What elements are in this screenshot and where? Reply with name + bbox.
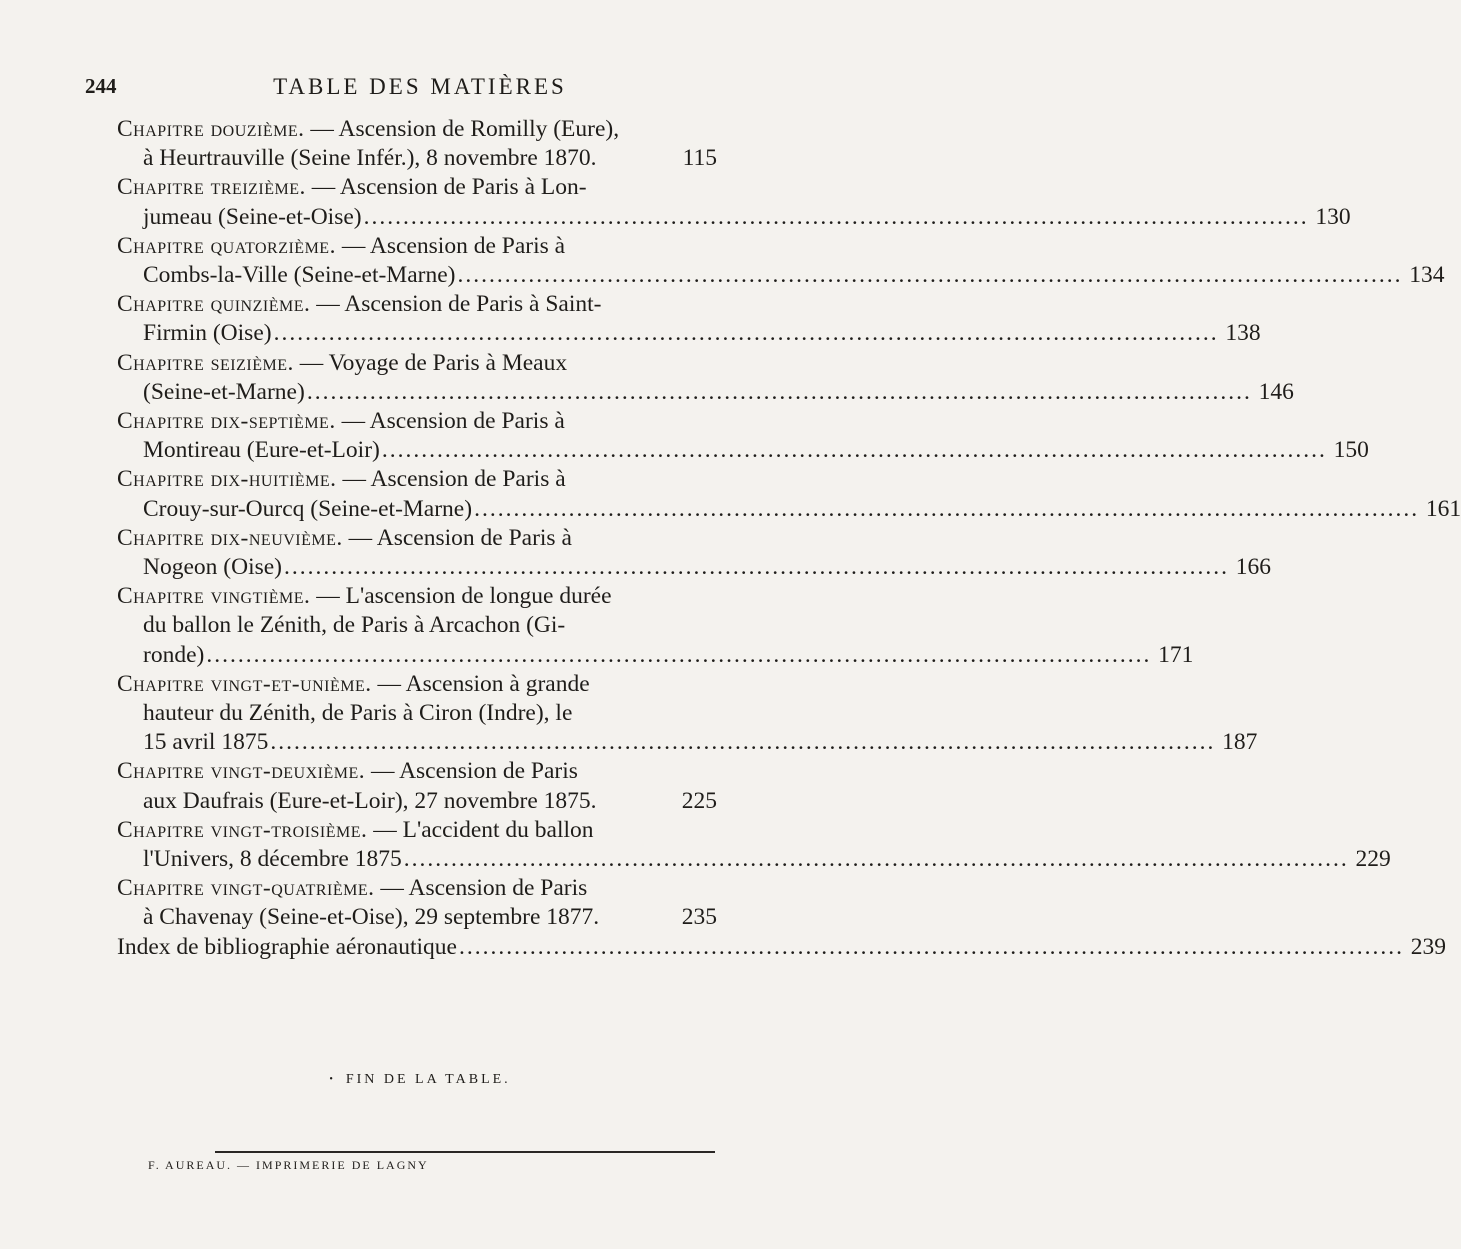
toc-line xyxy=(117,611,717,640)
toc-text: ronde) xyxy=(143,641,205,668)
toc-page-number: 134 xyxy=(1409,262,1445,289)
toc-page-number: 166 xyxy=(1235,554,1272,581)
toc-last-line xyxy=(117,728,1258,757)
table-of-contents xyxy=(117,115,1461,962)
leader-dots: ........................................................................................................................ xyxy=(381,437,1327,464)
toc-line xyxy=(117,524,717,553)
toc-text: Crouy-sur-Ourcq (Seine-et-Marne) xyxy=(143,495,473,522)
toc-line xyxy=(117,699,717,728)
toc-text: — Ascension de Paris à Lon- xyxy=(311,174,587,201)
running-title: TABLE DES MATIÈRES xyxy=(273,74,567,99)
toc-text: — Ascension de Romilly (Eure), xyxy=(310,116,620,142)
toc-text: — Ascension de Paris xyxy=(370,758,578,785)
leader-dots: ........................................................................................................................ xyxy=(474,495,1420,522)
toc-entry xyxy=(117,757,717,815)
leader-dots: ........................................................................................................................ xyxy=(206,641,1152,668)
toc-entry xyxy=(117,816,1391,874)
chapter-label: Chapitre dix-septième. xyxy=(117,408,336,435)
toc-last-line xyxy=(117,203,1351,232)
chapter-label: Chapitre dix-neuvième. xyxy=(117,524,343,551)
toc-entry xyxy=(117,465,1461,523)
toc-page-number: 138 xyxy=(1225,320,1261,347)
chapter-label: Chapitre dix-huitième. xyxy=(117,466,337,493)
toc-page-number: 146 xyxy=(1258,378,1294,405)
toc-text: — Ascension de Paris xyxy=(380,875,588,902)
toc-entry xyxy=(117,670,1258,758)
toc-entry xyxy=(117,115,717,173)
toc-text: — Ascension de Paris à xyxy=(341,232,566,259)
leader-dots: ........................................................................................................................ xyxy=(458,933,1404,960)
toc-line xyxy=(117,582,717,611)
toc-last-line xyxy=(117,319,1261,348)
toc-line xyxy=(117,816,717,845)
chapter-label: Chapitre vingt-et-unième. xyxy=(117,670,372,697)
toc-last-line xyxy=(117,436,1369,465)
toc-text: — Voyage de Paris à Meaux xyxy=(299,349,568,376)
leader-dots: ........................................................................................................................ xyxy=(273,320,1219,347)
toc-page-number: 187 xyxy=(1222,729,1258,756)
chapter-label: Chapitre vingtième. xyxy=(117,583,311,610)
chapter-label: Chapitre vingt-deuxième. xyxy=(117,758,366,785)
toc-index-entry xyxy=(117,933,1446,962)
leader-dots: ........................................................................................................................ xyxy=(363,203,1309,230)
chapter-label: Chapitre seizième. xyxy=(117,349,294,376)
toc-text: hauteur du Zénith, de Paris à Ciron (Indre), le xyxy=(143,700,573,727)
leader-dots: ........................................................................................................................ xyxy=(306,378,1252,405)
toc-entry xyxy=(117,173,1351,231)
leader-dots: ........................................................................................................................ xyxy=(457,262,1403,289)
toc-last-line xyxy=(117,261,1445,290)
toc-entry xyxy=(117,407,1369,465)
toc-page-number: 161 xyxy=(1425,495,1461,522)
toc-line xyxy=(117,349,717,378)
toc-page-number: 115 xyxy=(682,145,717,172)
toc-entry xyxy=(117,232,1445,290)
leader-dots: ........................................................................................................................ xyxy=(270,729,1216,756)
toc-text: — Ascension de Paris à xyxy=(348,524,572,551)
toc-page-number: 150 xyxy=(1333,437,1369,464)
toc-line xyxy=(117,757,717,786)
page-number: 244 xyxy=(85,74,117,98)
toc-text: à Heurtrauville (Seine Infér.), 8 novembre 1870. xyxy=(143,145,597,172)
toc-text: Combs-la-Ville (Seine-et-Marne) xyxy=(143,262,456,289)
toc-page-number: 130 xyxy=(1315,203,1351,230)
leader-dots: ........................................................................................................................ xyxy=(403,846,1349,873)
toc-last-line xyxy=(117,903,717,932)
toc-text: — L'ascension de longue durée xyxy=(316,583,612,610)
chapter-label: Chapitre vingt-troisième. xyxy=(117,816,368,843)
toc-entry xyxy=(117,524,1272,582)
toc-text: — Ascension à grande xyxy=(377,670,590,697)
page-header xyxy=(0,60,800,100)
toc-text: (Seine-et-Marne) xyxy=(143,378,305,405)
toc-text: — Ascension de Paris à xyxy=(342,466,566,493)
toc-text: jumeau (Seine-et-Oise) xyxy=(143,203,362,230)
toc-text: — Ascension de Paris à xyxy=(341,408,565,435)
toc-last-line xyxy=(117,378,1294,407)
toc-text: aux Daufrais (Eure-et-Loir), 27 novembre 1875. xyxy=(143,787,597,814)
end-of-table-text: FIN DE LA TABLE. xyxy=(345,1072,511,1087)
toc-line xyxy=(117,290,717,319)
toc-last-line xyxy=(117,845,1391,874)
toc-line xyxy=(117,232,717,261)
toc-entry xyxy=(117,290,1261,348)
toc-line xyxy=(117,115,717,144)
toc-text: l'Univers, 8 décembre 1875 xyxy=(143,846,402,873)
toc-page-number: 239 xyxy=(1410,933,1446,960)
toc-last-line xyxy=(117,641,1194,670)
toc-entry xyxy=(117,349,1294,407)
toc-text: 15 avril 1875 xyxy=(143,729,269,756)
chapter-label: Chapitre treizième. xyxy=(117,174,306,201)
toc-line xyxy=(117,465,717,494)
toc-entry xyxy=(117,874,717,932)
toc-last-line xyxy=(117,787,717,816)
printer-imprint: F. AUREAU. — IMPRIMERIE DE LAGNY xyxy=(148,1158,429,1172)
toc-last-line xyxy=(117,495,1461,524)
toc-page-number: 225 xyxy=(681,787,717,814)
footer-rule xyxy=(215,1151,715,1153)
toc-text: à Chavenay (Seine-et-Oise), 29 septembre 1877. xyxy=(143,904,600,931)
toc-text: Firmin (Oise) xyxy=(143,320,272,347)
toc-page-number: 229 xyxy=(1355,846,1391,873)
chapter-label: Chapitre quatorzième. xyxy=(117,232,336,259)
bullet-icon: • xyxy=(329,1074,336,1086)
toc-text: — L'accident du ballon xyxy=(373,816,594,843)
toc-page-number: 235 xyxy=(681,904,717,931)
toc-entry xyxy=(117,582,1194,670)
chapter-label: Chapitre douzième. xyxy=(117,116,305,142)
end-of-table xyxy=(0,1072,800,1088)
toc-text: Index de bibliographie aéronautique xyxy=(117,933,457,960)
toc-line xyxy=(117,874,717,903)
toc-line xyxy=(117,670,717,699)
toc-line xyxy=(117,407,717,436)
toc-text: Nogeon (Oise) xyxy=(143,554,283,581)
toc-page-number: 171 xyxy=(1158,641,1194,668)
toc-last-line xyxy=(117,144,717,173)
toc-last-line xyxy=(117,553,1272,582)
toc-text: — Ascension de Paris à Saint- xyxy=(316,291,602,318)
leader-dots: ........................................................................................................................ xyxy=(284,554,1230,581)
chapter-label: Chapitre quinzième. xyxy=(117,291,311,318)
toc-text: Montireau (Eure-et-Loir) xyxy=(143,437,380,464)
chapter-label: Chapitre vingt-quatrième. xyxy=(117,875,375,902)
toc-line xyxy=(117,173,717,202)
toc-text: du ballon le Zénith, de Paris à Arcachon (Gi- xyxy=(143,612,566,639)
